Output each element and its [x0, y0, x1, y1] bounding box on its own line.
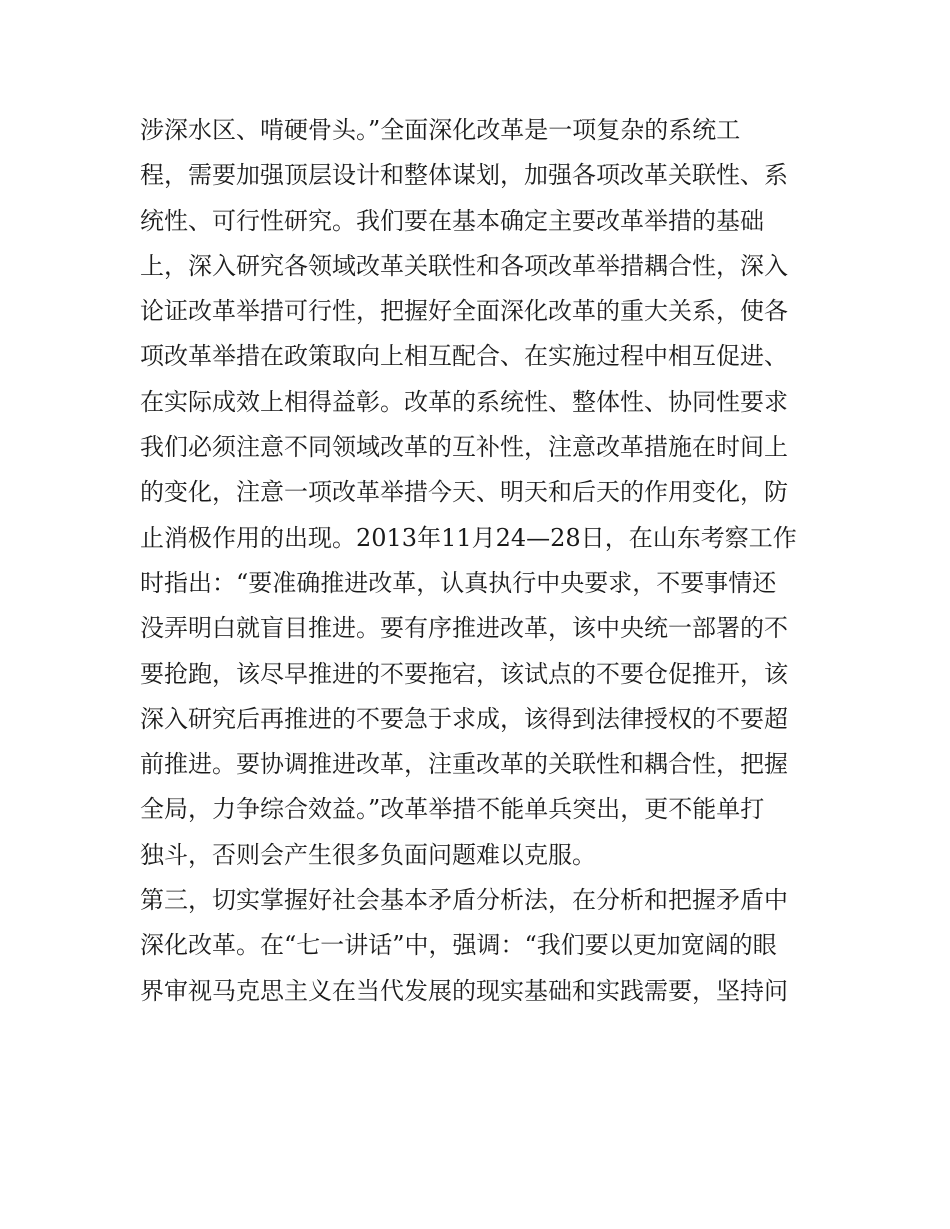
text-line: 第三，切实掌握好社会基本矛盾分析法，在分析和把握矛盾中 [140, 886, 788, 915]
text-line: 前推进。要协调推进改革，注重改革的关联性和耦合性，把握 [140, 750, 788, 779]
text-line: 我们必须注意不同领域改革的互补性，注意改革措施在时间上 [140, 433, 788, 462]
body-text [140, 108, 820, 1014]
text-line: 上，深入研究各领域改革关联性和各项改革举措耦合性，深入 [140, 251, 788, 280]
text-line: 全局，力争综合效益。”改革举措不能单兵突出，更不能单打 [140, 795, 765, 824]
text-line: 的变化，注意一项改革举措今天、明天和后天的作用变化，防 [140, 478, 788, 507]
text-line: 论证改革举措可行性，把握好全面深化改革的重大关系，使各 [140, 297, 788, 326]
text-line: 在实际成效上相得益彰。改革的系统性、整体性、协同性要求 [140, 387, 788, 416]
text-line: 深化改革。在“七一讲话”中，强调：“我们要以更加宽阔的眼 [140, 931, 777, 960]
text-line: 止消极作用的出现。2013年11月24—28日，在山东考察工作 [140, 523, 797, 552]
text-line: 涉深水区、啃硬骨头。”全面深化改革是一项复杂的系统工 [140, 116, 741, 144]
text-line: 没弄明白就盲目推进。要有序推进改革，该中央统一部署的不 [140, 614, 788, 643]
text-line: 界审视马克思主义在当代发展的现实基础和实践需要，坚持问 [140, 976, 788, 1005]
text-line: 深入研究后再推进的不要急于求成，该得到法律授权的不要超 [140, 704, 788, 733]
text-line: 项改革举措在政策取向上相互配合、在实施过程中相互促进、 [140, 342, 788, 371]
text-line: 时指出：“要准确推进改革，认真执行中央要求，不要事情还 [140, 568, 777, 597]
text-line: 独斗，否则会产生很多负面问题难以克服。 [140, 840, 596, 869]
text-line: 程，需要加强顶层设计和整体谋划，加强各项改革关联性、系 [140, 161, 788, 190]
text-line: 统性、可行性研究。我们要在基本确定主要改革举措的基础 [140, 206, 764, 235]
text-line: 要抢跑，该尽早推进的不要拖宕，该试点的不要仓促推开，该 [140, 659, 788, 688]
